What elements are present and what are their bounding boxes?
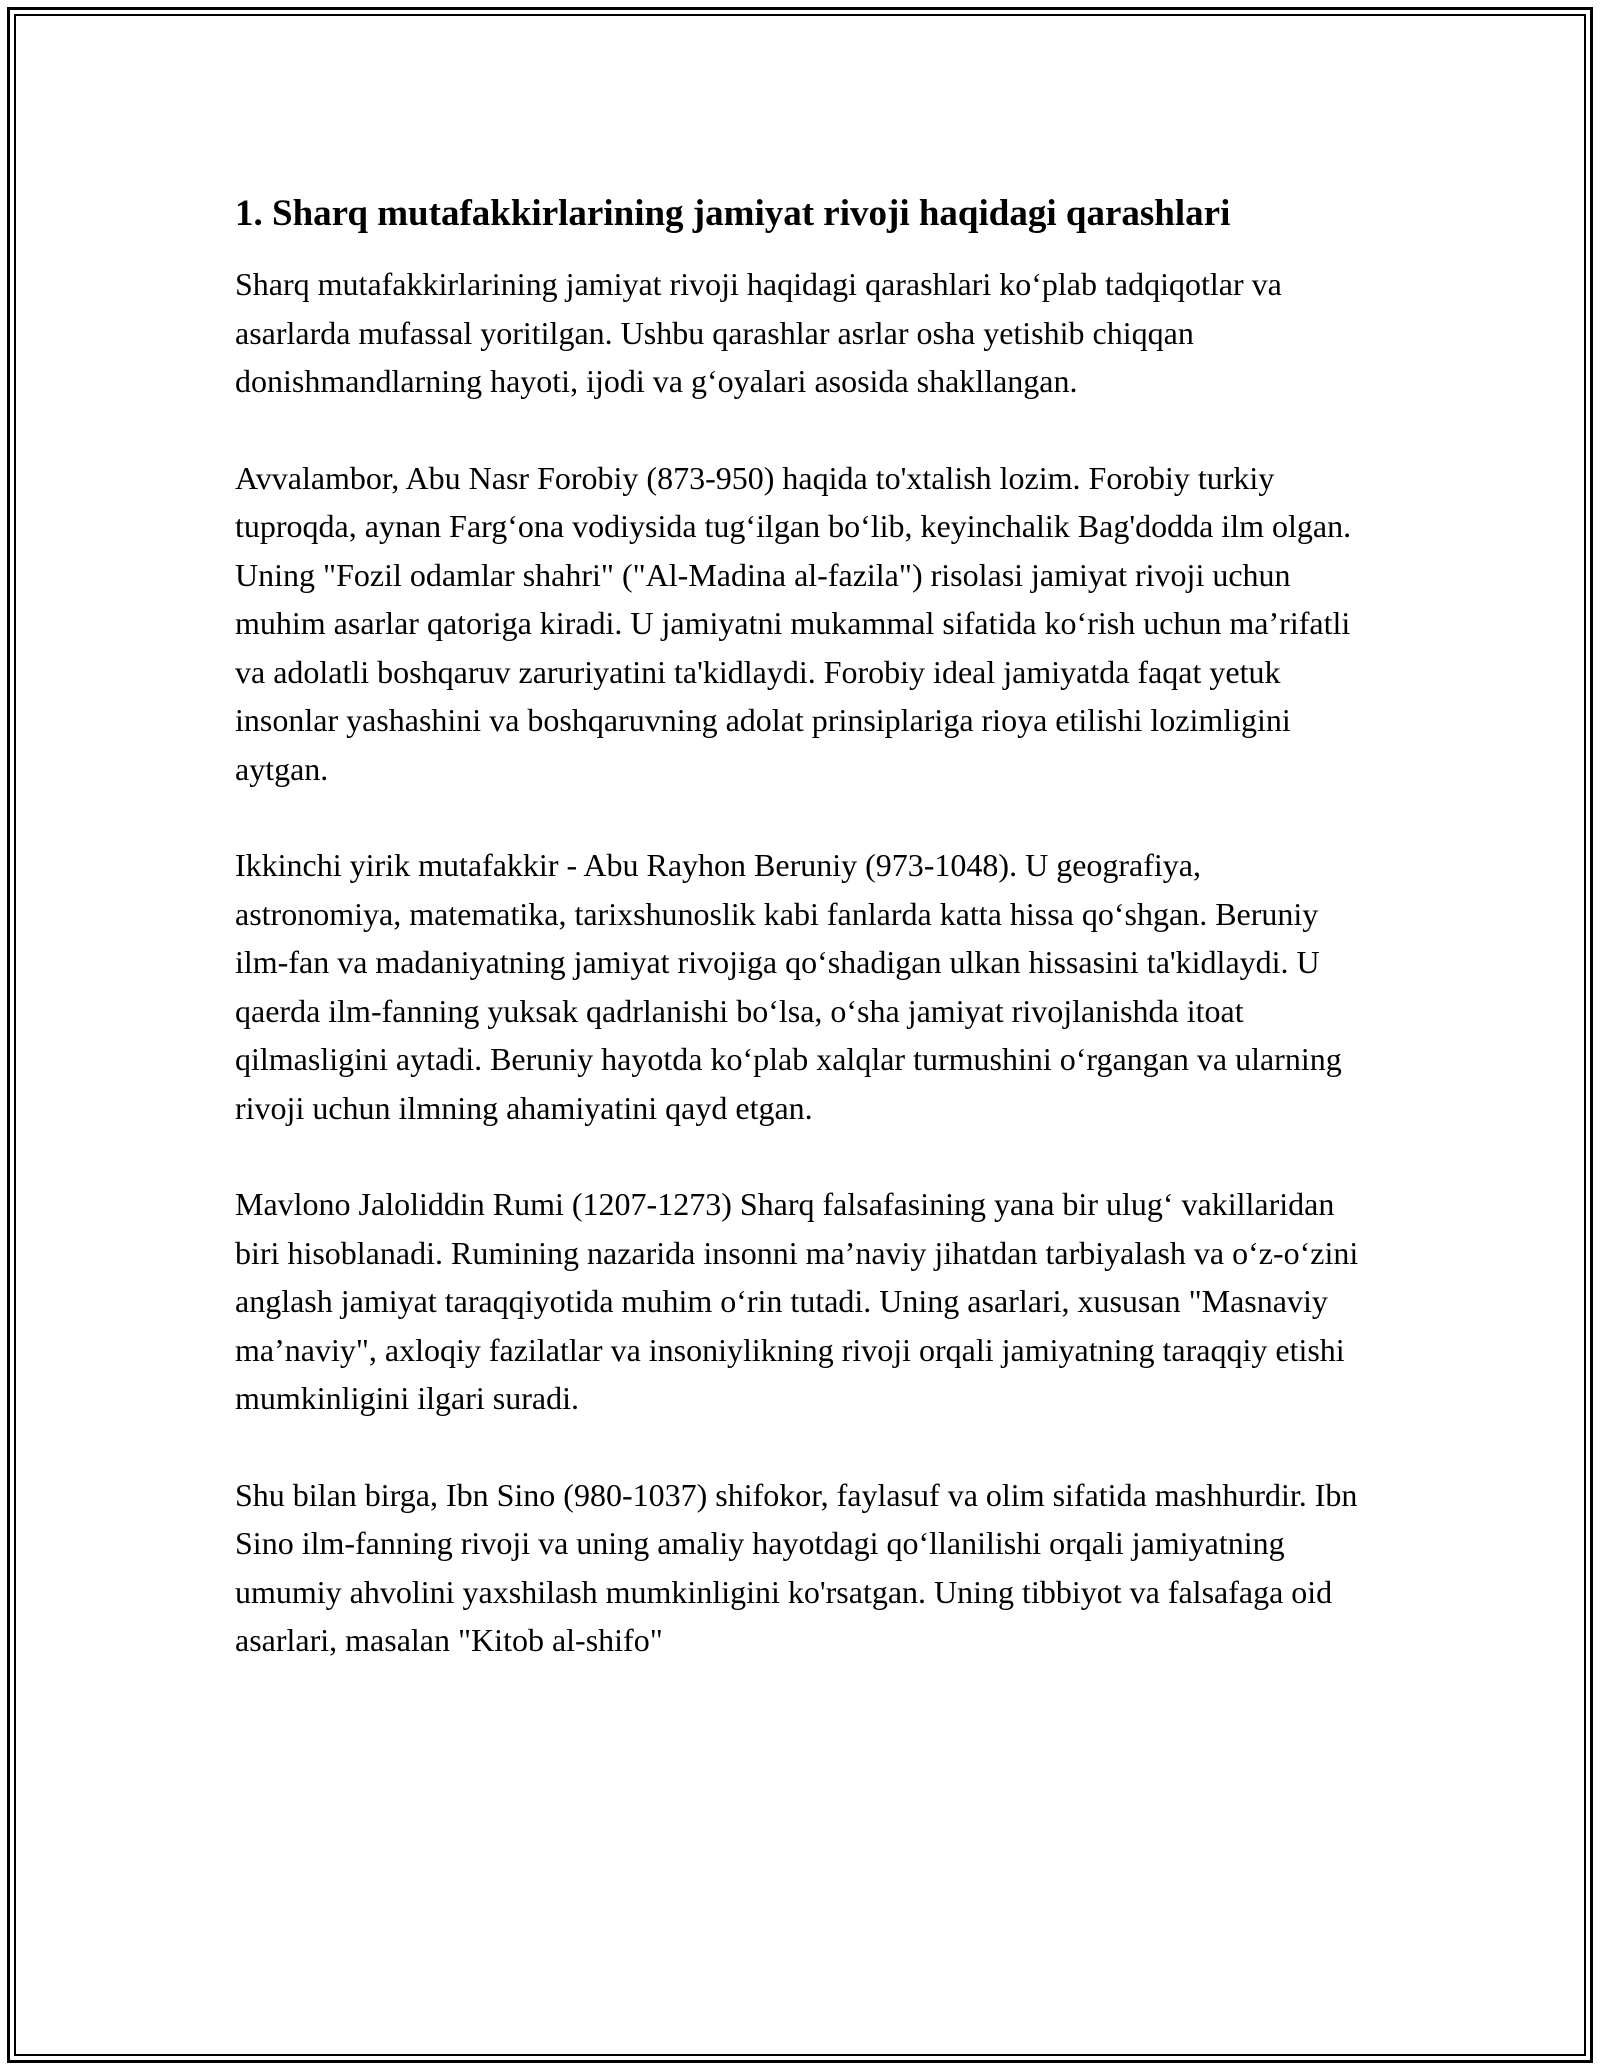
paragraph-intro: Sharq mutafakkirlarining jamiyat rivoji haqidagi qarashlari ko‘plab tadqiqotlar va asarlarda mufassal yoritilgan. Ushbu qarashlar asrlar osha yetishib chiqqan donishmandlarning hayoti, ijodi va g‘oyalari asosida shakllangan. <box>235 266 1282 399</box>
paragraph-forobiy: Avvalambor, Abu Nasr Forobiy (873-950) haqida to'xtalish lozim. Forobiy turkiy tuproqda, aynan Farg‘ona vodiysida tug‘ilgan bo‘lib, keyinchalik Bag'dodda ilm olgan. Uning "Fozil odamlar shahri" ("Al-Madina al-fazila") risolasi jamiyat rivoji uchun muhim asarlar qatoriga kiradi. U jamiyatni mukammal sifatida ko‘rish uchun ma’rifatli va adolatli boshqaruv zaruriyatini ta'kidlaydi. Forobiy ideal jamiyatda faqat yetuk insonlar yashashini va boshqaruvning adolat prinsiplariga rioya etilishi lozimligini aytgan. <box>235 459 1352 787</box>
paragraph-rumi: Mavlono Jaloliddin Rumi (1207-1273) Sharq falsafasining yana bir ulug‘ vakillaridan biri hisoblanadi. Rumining nazarida insonni ma’naviy jihatdan tarbiyalash va o‘z-o‘zini anglash jamiyat taraqqiyotida muhim o‘rin tutadi. Uning asarlari, xususan "Masnaviy ma’naviy", axloqiy fazilatlar va insoniylikning rivoji orqali jamiyatning taraqqiy etishi mumkinligini ilgari suradi. <box>235 1186 1359 1416</box>
paragraph-ibn-sino: Shu bilan birga, Ibn Sino (980-1037) shifokor, faylasuf va olim sifatida mashhurdir. Ibn Sino ilm-fanning rivoji va uning amaliy hayotdagi qo‘llanilishi orqali jamiyatning umumiy ahvolini yaxshilash mumkinligini ko'rsatgan. Uning tibbiyot va falsafaga oid asarlari, masalan "Kitob al-shifo" <box>235 1476 1358 1658</box>
paragraph-beruniy: Ikkinchi yirik mutafakkir - Abu Rayhon Beruniy (973-1048). U geografiya, astronomiya, matematika, tarixshunoslik kabi fanlarda katta hissa qo‘shgan. Beruniy ilm-fan va madaniyatning jamiyat rivojiga qo‘shadigan ulkan hissasini ta'kidlaydi. U qaerda ilm-fanning yuksak qadrlanishi bo‘lsa, o‘sha jamiyat rivojlanishda itoat qilmasligini aytadi. Beruniy hayotda ko‘plab xalqlar turmushini o‘rgangan va ularning rivoji uchun ilmning ahamiyatini qayd etgan. <box>235 847 1342 1126</box>
document-body <box>235 186 1365 1665</box>
section-heading: 1. Sharq mutafakkirlarining jamiyat rivoji haqidagi qarashlari <box>235 193 1231 234</box>
